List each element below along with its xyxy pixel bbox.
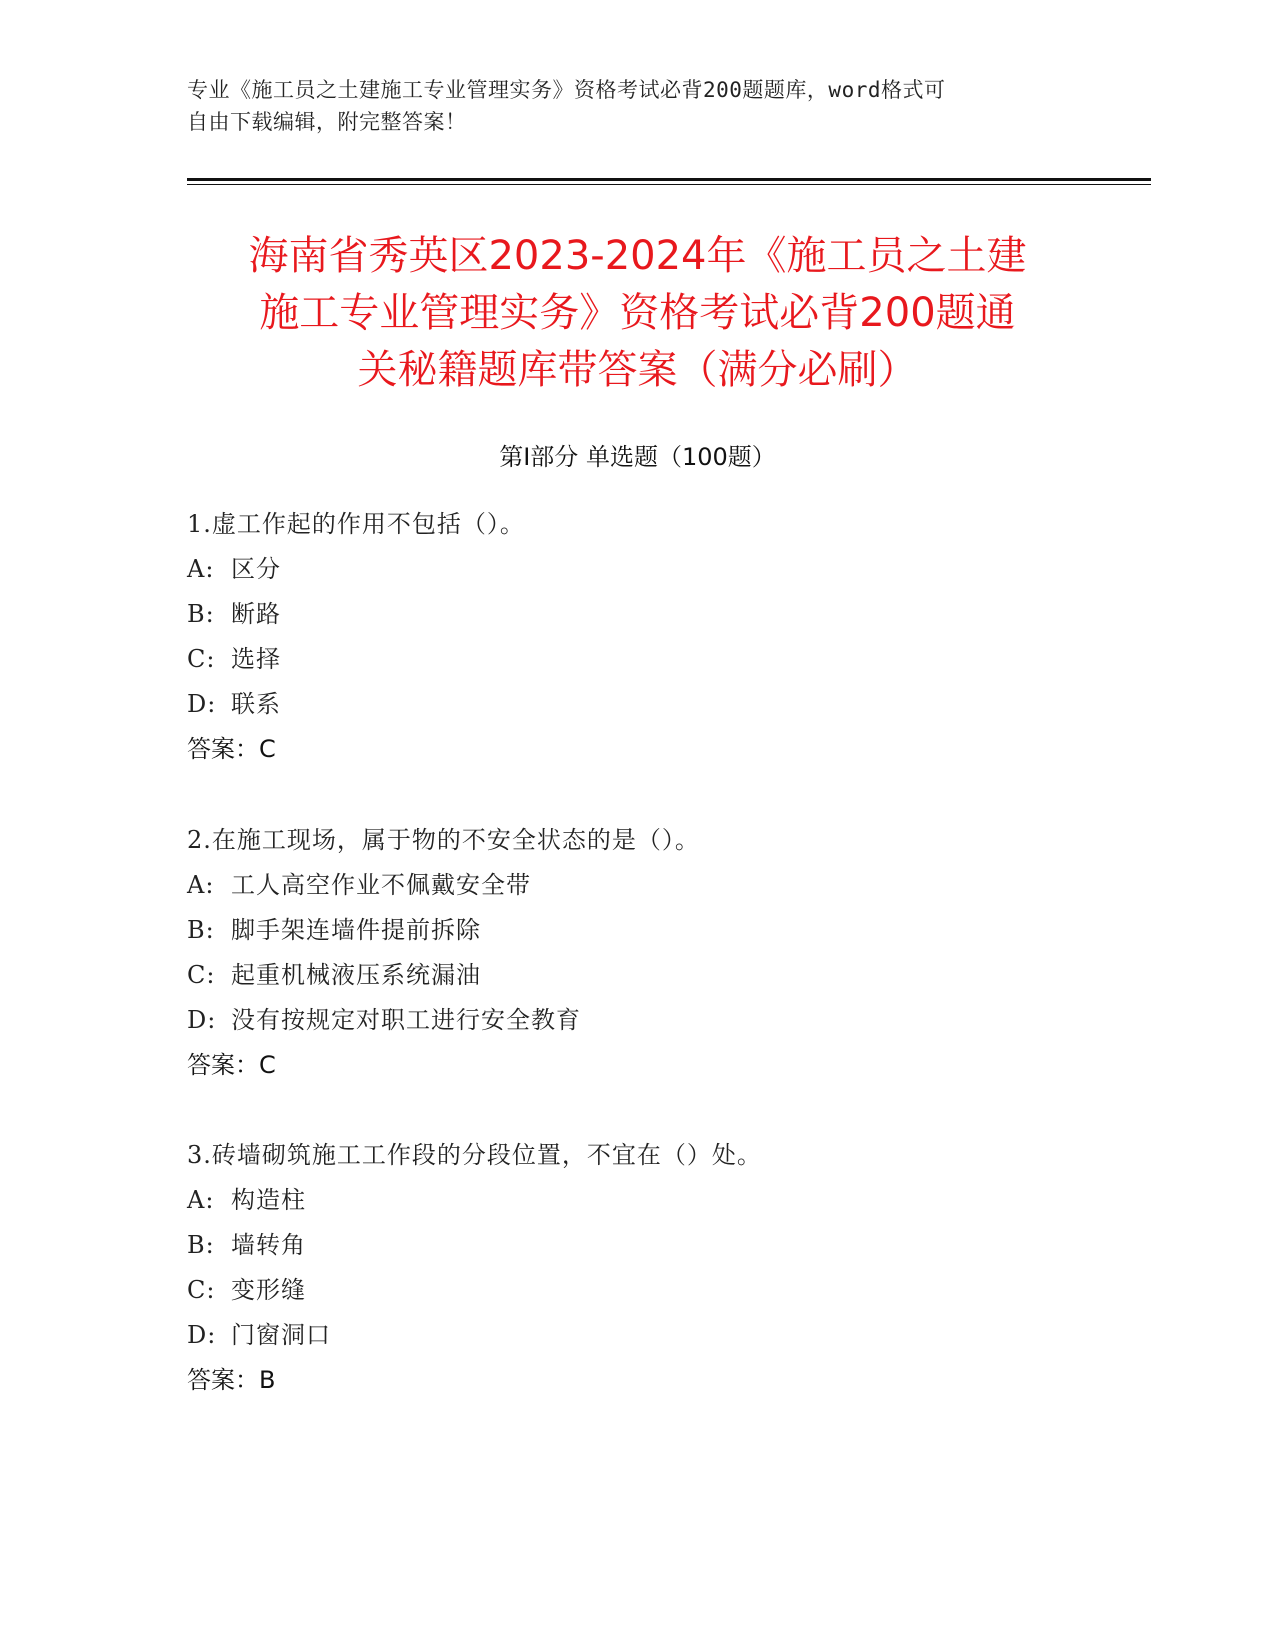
header-divider-thin <box>187 184 1151 185</box>
option-letter: B: <box>187 916 215 944</box>
option-d <box>187 1313 1087 1358</box>
option-b <box>187 1223 1087 1268</box>
option-text: 选择 <box>231 645 281 673</box>
option-b <box>187 908 1087 953</box>
option-letter: C: <box>187 961 216 989</box>
answer-line: 答案：C <box>187 735 276 763</box>
option-letter: A: <box>187 871 215 899</box>
option-a <box>187 547 1087 592</box>
option-text: 脚手架连墙件提前拆除 <box>231 916 481 944</box>
option-text: 联系 <box>231 690 281 718</box>
option-text: 没有按规定对职工进行安全教育 <box>231 1006 581 1034</box>
header-note-line-2: 自由下载编辑，附完整答案！ <box>187 110 467 134</box>
option-text: 起重机械液压系统漏油 <box>231 961 481 989</box>
header-divider-thick <box>187 178 1151 181</box>
option-b <box>187 592 1087 637</box>
option-letter: D: <box>187 1006 217 1034</box>
title-line-3: 关秘籍题库带答案（满分必刷） <box>357 347 918 393</box>
answer-line: 答案：C <box>187 1051 276 1079</box>
question-stem: 3.砖墙砌筑施工工作段的分段位置，不宜在（）处。 <box>187 1141 762 1169</box>
section-title: 第Ⅰ部分 单选题（100题） <box>499 443 776 471</box>
option-letter: A: <box>187 1186 215 1214</box>
question-3 <box>187 1133 1087 1403</box>
option-d <box>187 998 1087 1043</box>
option-text: 门窗洞口 <box>231 1321 331 1349</box>
option-a <box>187 863 1087 908</box>
option-text: 断路 <box>231 600 281 628</box>
question-1 <box>187 502 1087 772</box>
option-letter: C: <box>187 1276 216 1304</box>
option-letter: D: <box>187 690 217 718</box>
title-line-2: 施工专业管理实务》资格考试必背200题通 <box>259 290 1016 336</box>
option-text: 变形缝 <box>231 1276 306 1304</box>
option-c <box>187 953 1087 998</box>
option-letter: A: <box>187 555 215 583</box>
option-a <box>187 1178 1087 1223</box>
option-letter: B: <box>187 1231 215 1259</box>
option-letter: C: <box>187 645 216 673</box>
header-note <box>187 74 1067 138</box>
title-line-1: 海南省秀英区2023-2024年《施工员之土建 <box>248 233 1027 279</box>
option-c <box>187 637 1087 682</box>
question-stem: 2.在施工现场，属于物的不安全状态的是（）。 <box>187 826 700 854</box>
option-c <box>187 1268 1087 1313</box>
option-letter: D: <box>187 1321 217 1349</box>
answer-line: 答案：B <box>187 1366 276 1394</box>
document-title <box>150 228 1125 399</box>
header-note-line-1: 专业《施工员之土建施工专业管理实务》资格考试必背200题题库，word格式可 <box>187 78 946 102</box>
option-letter: B: <box>187 600 215 628</box>
question-2 <box>187 818 1087 1088</box>
option-text: 墙转角 <box>231 1231 306 1259</box>
question-stem: 1.虚工作起的作用不包括（）。 <box>187 510 525 538</box>
option-text: 工人高空作业不佩戴安全带 <box>231 871 531 899</box>
option-text: 构造柱 <box>231 1186 306 1214</box>
option-text: 区分 <box>231 555 281 583</box>
option-d <box>187 682 1087 727</box>
